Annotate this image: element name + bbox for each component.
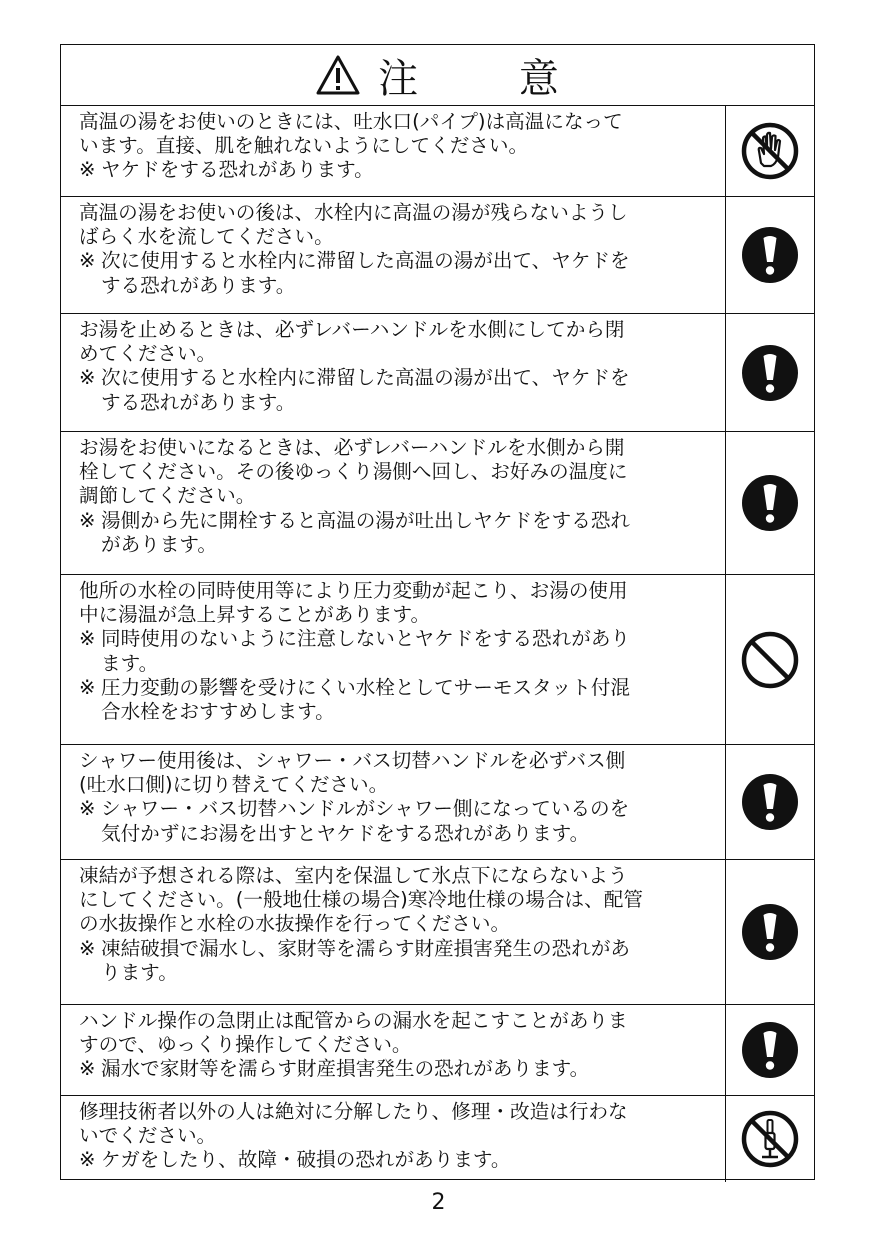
note-line: 次に使用すると水栓内に滞留した高温の湯が出て、ヤケドを bbox=[101, 366, 630, 390]
note-text bbox=[101, 366, 630, 414]
note-line: ます。 bbox=[101, 651, 159, 675]
note-line: シャワー・バス切替ハンドルがシャワー側になっているのを bbox=[101, 797, 630, 821]
note-line: 気付かずにお湯を出すとヤケドをする恐れがあります。 bbox=[101, 821, 590, 845]
note-line: ります。 bbox=[101, 960, 178, 984]
notice-line: シャワー使用後は、シャワー・バス切替ハンドルを必ずバス側 bbox=[79, 749, 626, 772]
note-text bbox=[101, 676, 630, 724]
note-line: する恐れがあります。 bbox=[101, 273, 296, 297]
caution-table bbox=[60, 44, 815, 1180]
notice-icon-cell bbox=[726, 860, 814, 1004]
notice-row bbox=[61, 106, 814, 197]
notice-line: 凍結が予想される際は、室内を保温して氷点下にならないよう bbox=[79, 864, 628, 887]
notice-icon-cell bbox=[726, 1096, 814, 1182]
notice-line: 中に湯温が急上昇することがあります。 bbox=[79, 603, 431, 627]
mandatory-exclamation-icon bbox=[741, 773, 799, 831]
notice-row bbox=[61, 860, 814, 1005]
caution-header bbox=[61, 45, 814, 106]
note-mark: ※ bbox=[79, 675, 96, 699]
note-line: する恐れがあります。 bbox=[101, 390, 296, 414]
note-text bbox=[101, 797, 629, 845]
note-line: 湯側から先に開栓すると高温の湯が吐出しヤケドをする恐れ bbox=[101, 508, 631, 532]
mandatory-exclamation-icon bbox=[741, 226, 799, 284]
notice-line: います。直接、肌を触れないようにしてください。 bbox=[79, 134, 529, 158]
notice-line: ハンドル操作の急閉止は配管からの漏水を起こすことがありま bbox=[79, 1009, 628, 1032]
notice-line: 栓してください。その後ゆっくり湯側へ回し、お好みの温度に bbox=[79, 460, 628, 484]
note-line: 次に使用すると水栓内に滞留した高温の湯が出て、ヤケドを bbox=[101, 249, 630, 273]
note-text bbox=[101, 627, 630, 675]
notice-note bbox=[79, 249, 719, 297]
notice-note bbox=[79, 797, 719, 845]
notice-icon-cell bbox=[726, 575, 814, 744]
do-not-disassemble-icon bbox=[740, 1109, 800, 1169]
mandatory-exclamation-icon bbox=[741, 1021, 799, 1079]
notice-line: すので、ゆっくり操作してください。 bbox=[79, 1033, 412, 1057]
notice-icon-cell bbox=[726, 197, 814, 313]
notice-line: 高温の湯をお使いのときには、吐水口(パイプ)は高温になって bbox=[79, 110, 623, 133]
note-mark: ※ bbox=[79, 1057, 96, 1081]
notice-text bbox=[61, 860, 726, 1004]
notice-text bbox=[61, 1005, 726, 1095]
notice-line: ばらく水を流してください。 bbox=[79, 225, 334, 249]
note-line: 凍結破損で漏水し、家財等を濡らす財産損害発生の恐れがあ bbox=[101, 936, 631, 960]
notice-line: 他所の水栓の同時使用等により圧力変動が起こり、お湯の使用 bbox=[79, 579, 628, 602]
notice-line: (吐水口側)に切り替えてください。 bbox=[79, 773, 389, 797]
notice-line: いでください。 bbox=[79, 1124, 217, 1148]
notice-line: にしてください。(一般地仕様の場合)寒冷地仕様の場合は、配管 bbox=[79, 888, 643, 912]
notice-icon-cell bbox=[726, 106, 814, 196]
notice-text bbox=[61, 745, 726, 859]
notice-row bbox=[61, 575, 814, 745]
notice-line: 調節してください。 bbox=[79, 484, 256, 508]
notice-list bbox=[61, 106, 814, 1182]
note-mark: ※ bbox=[79, 627, 96, 651]
notice-text bbox=[61, 1096, 726, 1182]
do-not-touch-icon bbox=[740, 121, 800, 181]
notice-text bbox=[61, 197, 726, 313]
note-mark: ※ bbox=[79, 249, 96, 273]
note-text bbox=[101, 249, 630, 297]
note-mark: ※ bbox=[79, 158, 96, 182]
notice-row bbox=[61, 197, 814, 314]
note-mark: ※ bbox=[79, 1148, 96, 1172]
notice-text bbox=[61, 575, 726, 744]
notice-note bbox=[79, 509, 719, 557]
notice-icon-cell bbox=[726, 745, 814, 859]
notice-row bbox=[61, 314, 814, 432]
page-number: 2 bbox=[431, 1190, 446, 1215]
notice-line: の水抜操作と水栓の水抜操作を行ってください。 bbox=[79, 912, 511, 936]
notice-line: お湯を止めるときは、必ずレバーハンドルを水側にしてから閉 bbox=[79, 318, 625, 341]
notice-line: 修理技術者以外の人は絶対に分解したり、修理・改造は行わな bbox=[79, 1100, 628, 1123]
note-mark: ※ bbox=[79, 936, 96, 960]
mandatory-exclamation-icon bbox=[741, 474, 799, 532]
notice-text bbox=[61, 106, 726, 196]
notice-row bbox=[61, 1096, 814, 1182]
notice-note bbox=[79, 1148, 719, 1172]
notice-note bbox=[79, 366, 719, 414]
note-line: 圧力変動の影響を受けにくい水栓としてサーモスタット付混 bbox=[101, 675, 631, 699]
notice-row bbox=[61, 745, 814, 860]
notice-line: 高温の湯をお使いの後は、水栓内に高温の湯が残らないようし bbox=[79, 201, 628, 224]
notice-line: お湯をお使いになるときは、必ずレバーハンドルを水側から開 bbox=[79, 436, 625, 459]
notice-note bbox=[79, 627, 719, 675]
note-line: ケガをしたり、故障・破損の恐れがあります。 bbox=[101, 1148, 511, 1172]
note-text bbox=[101, 158, 374, 182]
note-mark: ※ bbox=[79, 797, 96, 821]
note-mark: ※ bbox=[79, 508, 96, 532]
notice-icon-cell bbox=[726, 314, 814, 431]
notice-note bbox=[79, 937, 719, 985]
note-text bbox=[101, 1148, 511, 1172]
notice-icon-cell bbox=[726, 432, 814, 574]
caution-title: 注 意 bbox=[378, 55, 603, 102]
note-line: 漏水で家財等を濡らす財産損害発生の恐れがあります。 bbox=[101, 1057, 590, 1081]
mandatory-exclamation-icon bbox=[741, 903, 799, 961]
note-text bbox=[101, 937, 630, 985]
note-line: 合水栓をおすすめします。 bbox=[101, 700, 335, 724]
notice-text bbox=[61, 314, 726, 431]
note-line: 同時使用のないように注意しないとヤケドをする恐れがあり bbox=[101, 627, 631, 651]
mandatory-exclamation-icon bbox=[741, 344, 799, 402]
warning-triangle-icon bbox=[316, 55, 360, 95]
notice-note bbox=[79, 1057, 719, 1081]
note-mark: ※ bbox=[79, 366, 96, 390]
note-line: があります。 bbox=[101, 532, 217, 556]
notice-row bbox=[61, 1005, 814, 1096]
notice-line: めてください。 bbox=[79, 342, 217, 366]
notice-note bbox=[79, 676, 719, 724]
note-text bbox=[101, 509, 630, 557]
notice-note bbox=[79, 158, 719, 182]
notice-row bbox=[61, 432, 814, 575]
prohibition-icon bbox=[740, 630, 800, 690]
notice-text bbox=[61, 432, 726, 574]
note-text bbox=[101, 1057, 589, 1081]
note-line: ヤケドをする恐れがあります。 bbox=[101, 158, 374, 182]
notice-icon-cell bbox=[726, 1005, 814, 1095]
